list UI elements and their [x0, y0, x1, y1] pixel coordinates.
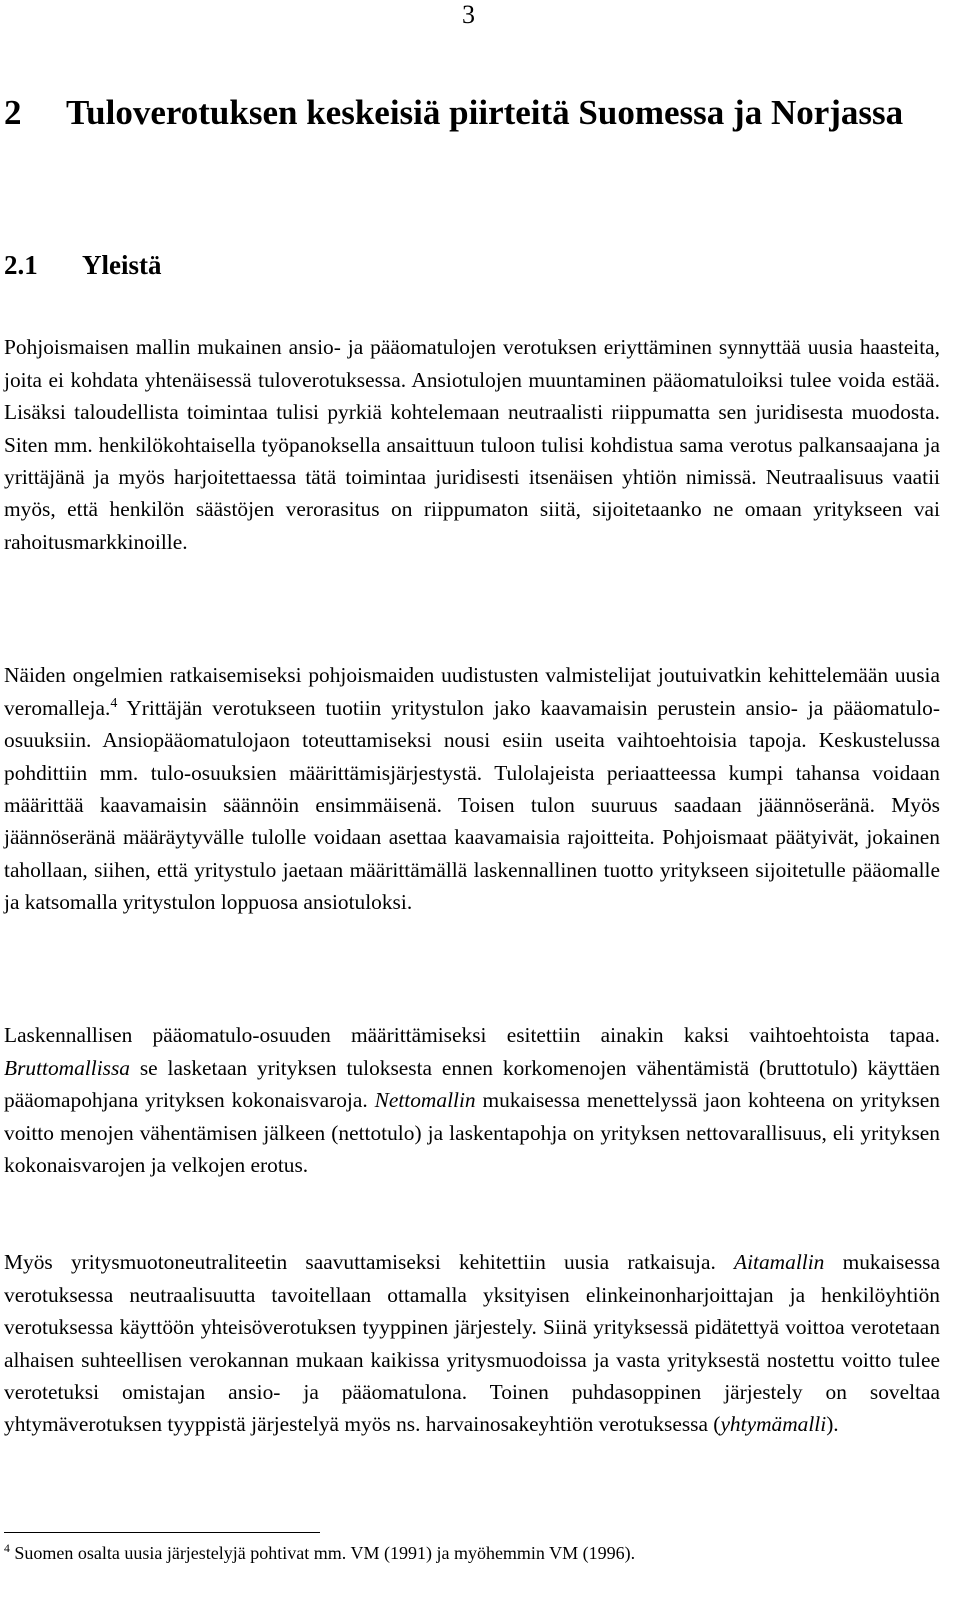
body-paragraph-2: [4, 659, 940, 918]
paragraph-2-text-b: Yrittäjän verotukseen tuotiin yritystulon jako kaavamaisin perustein ansio- ja pääomatulo-osuuksiin. Ansiopääomatulojaon toteuttamiseksi nousi esiin useita vaihtoehtoisia tapoja. Keskustelussa pohdittiin mm. tulo-osuuksien määrittämisjärjestystä. Tulolajeista periaatteessa kumpi tahansa voidaan määrittää kaavamaisin säännöin ensimmäisenä. Toisen tulon suuruus saadaan jäännöseränä. Myös jäännöseränä määräytyvälle tulolle voidaan asettaa kaavamaisia rajoitteita. Pohjoismaat päätyivät, jokainen tahollaan, siihen, että yritystulo jaetaan määrittämällä laskennallinen tuotto yritykseen sijoitetulle pääomalle ja katsomalla yritystulon loppuosa ansiotuloksi.: [4, 695, 940, 915]
term-yhtymamalli: yhtymämalli: [720, 1412, 827, 1437]
section-title: Yleistä: [82, 250, 162, 280]
chapter-heading: [4, 90, 904, 136]
footnote-text: Suomen osalta uusia järjestelyjä pohtivat mm. VM (1991) ja myöhemmin VM (1996).: [9, 1543, 636, 1563]
section-number: 2.1: [4, 250, 38, 280]
footnote-marker: 4: [4, 1542, 10, 1555]
body-paragraph-1: Pohjoismaisen mallin mukainen ansio- ja pääomatulojen verotuksen eriyttäminen synnyttää uusia haasteita, joita ei kohdata yhtenäisessä tuloverotuksessa. Ansiotulojen muuntaminen pääomatuloiksi tulee voida estää. Lisäksi taloudellista toimintaa tulisi pyrkiä kohtelemaan neutraalisti riippumatta sen juridisesta muodosta. Siten mm. henkilökohtaisella työpanoksella ansaittuun tuloon tulisi kohdistua sama verotus palkansaajana ja yrittäjänä ja myös harjoitettaessa tätä toimintaa juridisesti itsenäisen yhtiön nimissä. Neutraalisuus vaatii myös, että henkilön säästöjen verorasitus on riippumaton siitä, sijoitetaanko ne omaan yritykseen vai rahoitusmarkkinoille.: [4, 335, 940, 554]
body-paragraph-3: [4, 1019, 940, 1181]
paragraph-3-text-a: Laskennallisen pääomatulo-osuuden määrittämiseksi esitettiin ainakin kaksi vaihtoehtoista tapaa.: [4, 1023, 940, 1048]
term-bruttomalli: Bruttomallissa: [4, 1055, 130, 1080]
paragraph-3-text-c: mukaisessa menettelyssä jaon kohteena on yrityksen voitto menojen vähentämisen jälkeen (nettotulo) ja laskentapohja on yrityksen nettovarallisuus, eli yrityksen kokonaisvarojen ja velkojen erotus.: [4, 1088, 940, 1178]
chapter-title: Tuloverotuksen keskeisiä piirteitä Suomessa ja Norjassa: [66, 93, 904, 132]
body-paragraph-4: [4, 1246, 940, 1440]
page-number: 3: [462, 0, 475, 29]
term-nettomalli: Nettomallin: [374, 1088, 476, 1113]
paragraph-2-text-a: Näiden ongelmien ratkaisemiseksi pohjoismaiden uudistusten valmistelijat joutuivatkin kehittelemään uusia veromalleja.: [4, 663, 940, 720]
paragraph-3-text-b: se lasketaan yrityksen tuloksesta ennen korkomenojen vähentämistä (bruttotulo) käyttäen pääomapohjana yrityksen kokonaisvaroja.: [4, 1055, 940, 1113]
chapter-number: 2: [4, 93, 22, 132]
paragraph-4-text-a: Myös yritysmuotoneutraliteetin saavuttamiseksi kehitettiin uusia ratkaisuja.: [4, 1250, 735, 1275]
section-heading: [4, 248, 161, 282]
term-aitamalli: Aitamallin: [734, 1250, 825, 1275]
footnote-divider: [4, 1532, 320, 1533]
paragraph-4-text-c: ).: [826, 1412, 839, 1437]
footnote: [4, 1540, 944, 1566]
paragraph-4-text-b: mukaisessa verotuksessa neutraalisuutta tavoitellaan ottamalla yksityisen elinkeinonharjoittajan ja henkilöyhtiön verotuksessa käyttöön yhteisöverotuksen tyyppinen järjestely. Siinä yrityksessä pidätettyä voittoa verotetaan alhaisen suhteellisen verokannan mukaan kaikissa yritysmuodoissa ja vasta yrityksestä nostettu voitto tulee verotetuksi omistajan ansio- ja pääomatulona. Toinen puhdasoppinen järjestely on soveltaa yhtymäverotuksen tyyppistä järjestelyä myös ns. harvainosakeyhtiön verotuksessa (: [4, 1250, 940, 1437]
footnote-reference: 4: [110, 695, 118, 711]
